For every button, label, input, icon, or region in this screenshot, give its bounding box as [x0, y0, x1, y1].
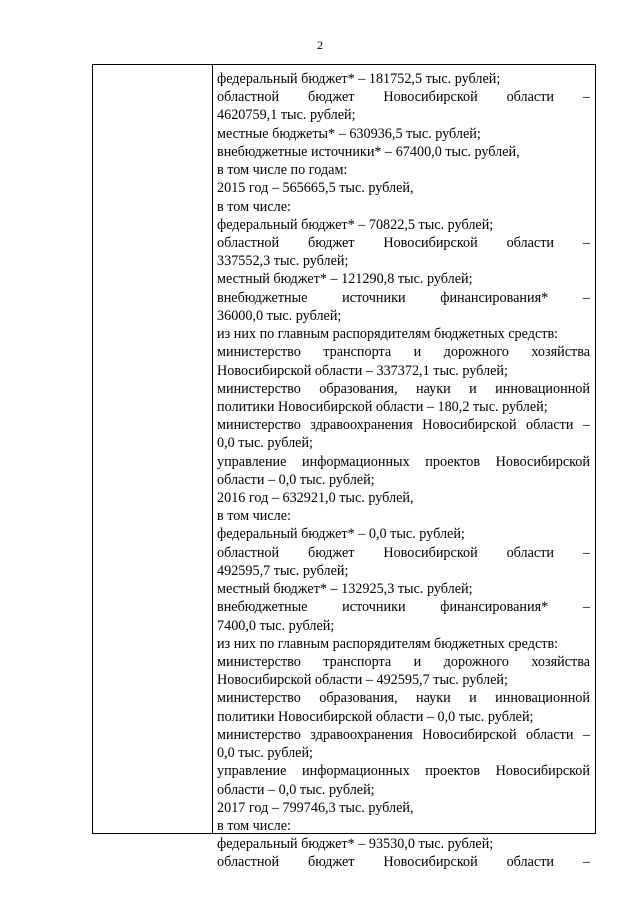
text-line: министерство транспорта и дорожного хозяйства: [217, 344, 590, 361]
text-line: областной бюджет Новосибирской области –: [217, 89, 590, 106]
text-line: областной бюджет Новосибирской области –: [217, 234, 590, 251]
text-line: 492595,7 тыс. рублей;: [217, 562, 349, 579]
text-line: 0,0 тыс. рублей;: [217, 745, 313, 762]
text-line: 36000,0 тыс. рублей;: [217, 307, 342, 324]
text-line: местные бюджеты* – 630936,5 тыс. рублей;: [217, 125, 481, 142]
text-line: управление информационных проектов Новосибирской: [217, 453, 590, 470]
text-line: областной бюджет Новосибирской области –: [217, 854, 590, 871]
text-line: управление информационных проектов Новосибирской: [217, 763, 590, 780]
text-line: министерство здравоохранения Новосибирской области –: [217, 726, 590, 743]
text-line: федеральный бюджет* – 70822,5 тыс. рублей;: [217, 216, 494, 233]
text-line: областной бюджет Новосибирской области –: [217, 544, 590, 561]
text-line: федеральный бюджет* – 0,0 тыс. рублей;: [217, 526, 465, 543]
text-line: местный бюджет* – 132925,3 тыс. рублей;: [217, 581, 473, 598]
text-line: 2015 год – 565665,5 тыс. рублей,: [217, 180, 414, 197]
text-line: в том числе:: [217, 198, 291, 215]
text-line: 337552,3 тыс. рублей;: [217, 253, 349, 270]
text-line: министерство здравоохранения Новосибирской области –: [217, 417, 590, 434]
text-line: 2016 год – 632921,0 тыс. рублей,: [217, 490, 414, 507]
text-line: министерство транспорта и дорожного хозяйства: [217, 654, 590, 670]
text-line: 7400,0 тыс. рублей;: [217, 617, 335, 634]
text-line: Новосибирской области – 337372,1 тыс. рублей;: [217, 362, 508, 379]
text-line: из них по главным распорядителям бюджетных средств:: [217, 635, 559, 652]
text-line: в том числе по годам:: [217, 162, 348, 179]
text-line: внебюджетные источники* – 67400,0 тыс. рублей,: [217, 143, 520, 160]
table-left-cell: [93, 65, 213, 833]
text-line: области – 0,0 тыс. рублей;: [217, 781, 375, 798]
funding-details-cell: [213, 65, 595, 871]
text-line: из них по главным распорядителям бюджетных средств:: [217, 326, 559, 343]
text-line: области – 0,0 тыс. рублей;: [217, 471, 375, 488]
text-line: 2017 год – 799746,3 тыс. рублей,: [217, 799, 414, 816]
funding-table: [92, 64, 596, 871]
text-line: федеральный бюджет* – 93530,0 тыс. рублей;: [217, 836, 494, 853]
text-line: федеральный бюджет* – 181752,5 тыс. рублей;: [217, 71, 501, 87]
text-line: 0,0 тыс. рублей;: [217, 435, 313, 452]
text-line: политики Новосибирской области – 0,0 тыс. рублей;: [217, 708, 534, 725]
text-line: в том числе:: [217, 817, 291, 834]
text-line: 4620759,1 тыс. рублей;: [217, 107, 356, 124]
text-line: министерство образования, науки и инновационной: [217, 690, 590, 707]
text-line: внебюджетные источники финансирования* –: [217, 599, 590, 616]
page-number: 2: [317, 38, 323, 52]
text-line: в том числе:: [217, 508, 291, 525]
text-line: политики Новосибирской области – 180,2 тыс. рублей;: [217, 398, 548, 415]
text-line: Новосибирской области – 492595,7 тыс. рублей;: [217, 672, 508, 689]
text-line: местный бюджет* – 121290,8 тыс. рублей;: [217, 271, 473, 288]
text-line: министерство образования, науки и инновационной: [217, 380, 590, 397]
text-line: внебюджетные источники финансирования* –: [217, 289, 590, 306]
